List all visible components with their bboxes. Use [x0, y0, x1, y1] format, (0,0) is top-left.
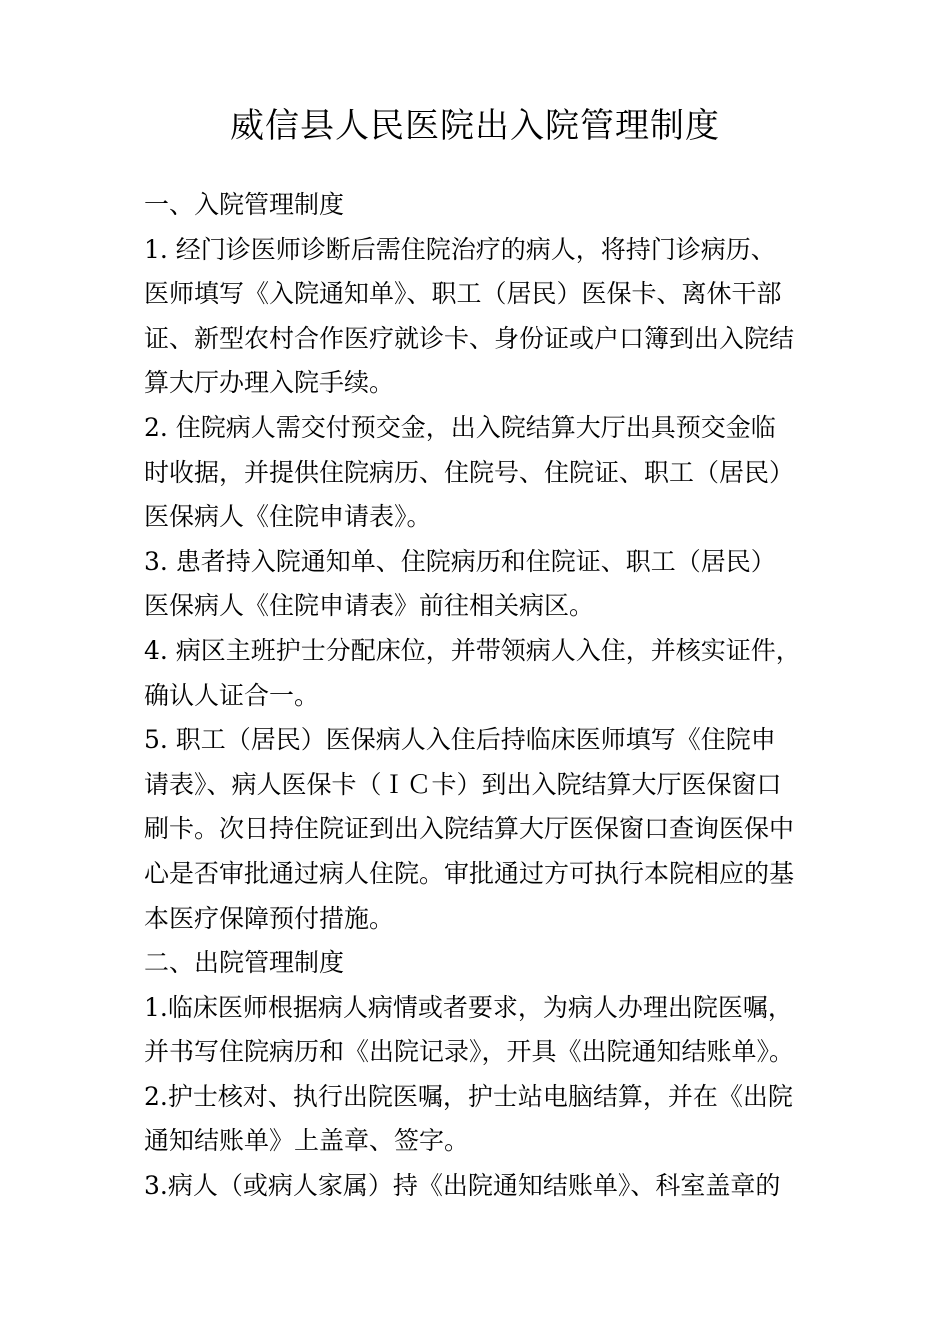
text-line: 算大厅办理入院手续。 [144, 368, 395, 398]
section-heading-discharge: 二、出院管理制度 [144, 948, 345, 978]
text-line: 1. 经门诊医师诊断后需住院治疗的病人，将持门诊病历、 [144, 234, 776, 264]
text-line: 2. 住院病人需交付预交金，出入院结算大厅出具预交金临 [144, 412, 776, 442]
text-line: 医保病人《住院申请表》。 [144, 502, 432, 532]
text-line: 3.病人（或病人家属）持《出院通知结账单》、科室盖章的 [144, 1171, 781, 1201]
text-line: 1.临床医师根据病人病情或者要求，为病人办理出院医嘱， [144, 992, 793, 1022]
text-line: 证、新型农村合作医疗就诊卡、身份证或户口簿到出入院结 [144, 323, 795, 353]
text-line: 5. 职工（居民）医保病人入住后持临床医师填写《住院申 [144, 725, 776, 755]
text-line: 心是否审批通过病人住院。审批通过方可执行本院相应的基 [144, 858, 795, 888]
document-body [144, 183, 824, 1209]
text-line: 4. 病区主班护士分配床位，并带领病人入住，并核实证件， [144, 635, 801, 665]
text-line: 刷卡。次日持住院证到出入院结算大厅医保窗口查询医保中 [144, 814, 795, 844]
text-line: 时收据，并提供住院病历、住院号、住院证、职工（居民） [144, 457, 795, 487]
text-line: 并书写住院病历和《出院记录》，开具《出院通知结账单》。 [144, 1037, 795, 1067]
text-line: 3. 患者持入院通知单、住院病历和住院证、职工（居民） [144, 546, 776, 576]
text-line: 请表》、病人医保卡（ＩＣ卡）到出入院结算大厅医保窗口 [144, 769, 782, 799]
section-heading-admission: 一、入院管理制度 [144, 190, 345, 219]
text-line: 本医疗保障预付措施。 [144, 903, 395, 933]
text-line: 医师填写《入院通知单》、职工（居民）医保卡、离休干部 [144, 279, 782, 309]
text-line: 医保病人《住院申请表》前往相关病区。 [144, 591, 595, 621]
document-title: 威信县人民医院出入院管理制度 [230, 106, 720, 146]
text-line: 确认人证合一。 [144, 680, 320, 710]
text-line: 通知结账单》上盖章、签字。 [144, 1126, 470, 1156]
text-line: 2.护士核对、执行出院医嘱，护士站电脑结算，并在《出院 [144, 1081, 793, 1111]
